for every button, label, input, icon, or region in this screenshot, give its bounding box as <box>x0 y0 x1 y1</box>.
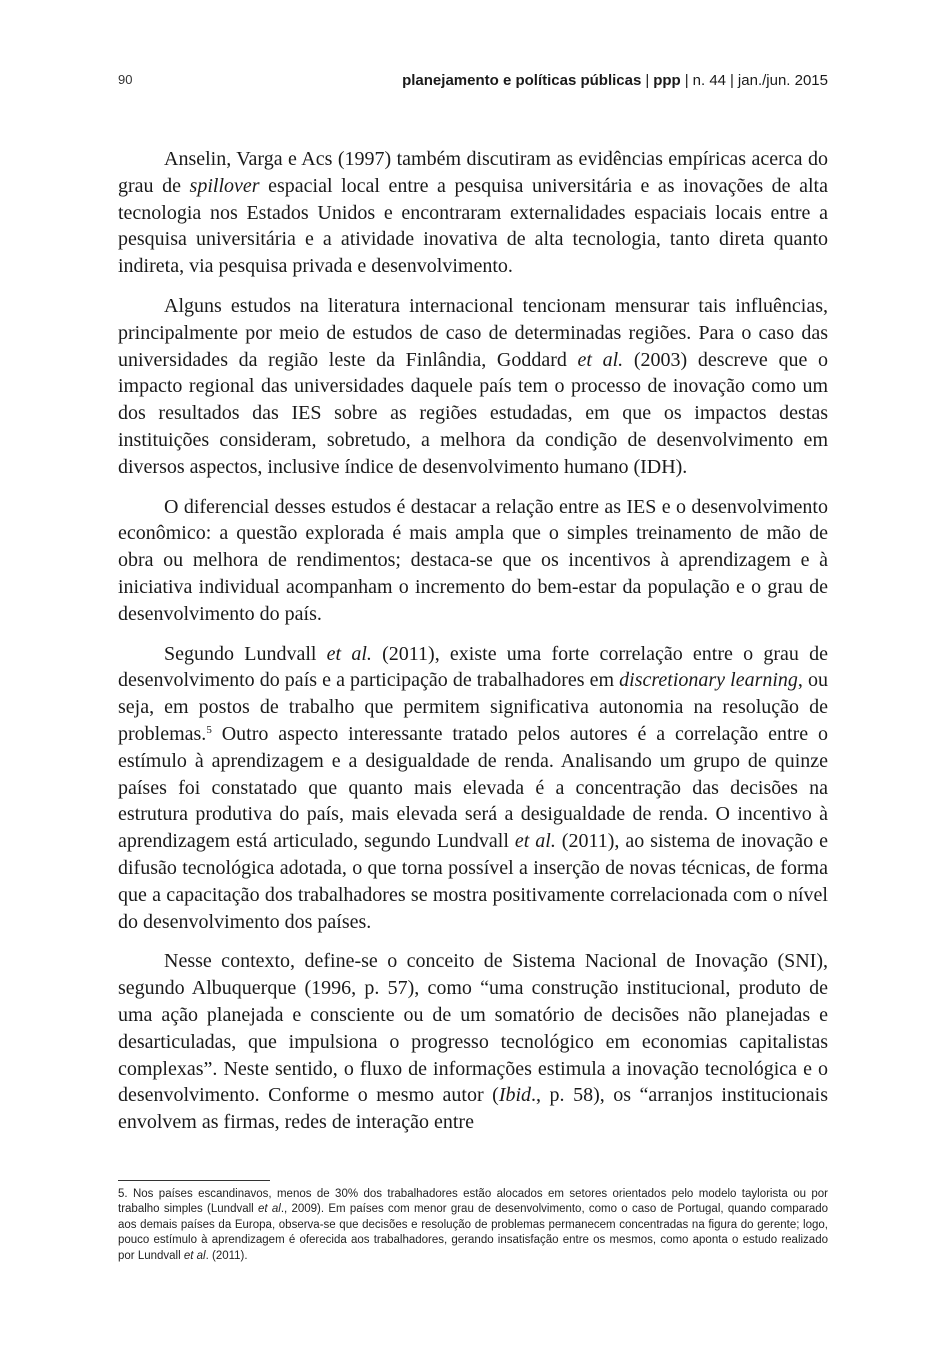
journal-abbr: ppp <box>653 72 681 89</box>
paragraph-1: Anselin, Varga e Acs (1997) também discutiram as evidências empíricas acerca do grau de spillover espacial local entre a pesquisa universitária e as inovações de alta tecnologia nos Estados Unidos e encontraram externalidades espaciais locais entre a pesquisa universitária e a atividade inovativa de alta tecnologia, tanto direta quanto indireta, via pesquisa privada e desenvolvimento. <box>118 148 828 278</box>
paragraph-5: Nesse contexto, define-se o conceito de Sistema Nacional de Inovação (SNI), segundo Albuquerque (1996, p. 57), como “uma construção institucional, produto de uma ação planejada e consciente ou de um somatório de decisões não planejadas e desarticuladas, que impulsiona o progresso tecnológico em economias capitalistas complexas”. Neste sentido, o fluxo de informações estimula a inovação tecnológica e o desenvolvimento. Conforme o mesmo autor (Ibid., p. 58), os “arranjos institucionais envolvem as firmas, redes de interação entre <box>118 950 828 1134</box>
issue-number: n. 44 <box>692 72 727 89</box>
page-header <box>118 72 828 94</box>
page-number: 90 <box>118 72 133 87</box>
journal-title: planejamento e políticas públicas <box>402 72 642 89</box>
paragraph-2: Alguns estudos na literatura internacional tencionam mensurar tais influências, principalmente por meio de estudos de caso de determinadas regiões. Para o caso das universidades da região leste da Finlândia, Goddard et al. (2003) descreve que o impacto regional das universidades daquele país tem o processo de inovação como um dos resultados das IES sobre as regiões estudadas, em que os impactos destas instituições consideram, sobretudo, a melhora da condição de desenvolvimento em diversos aspectos, inclusive índice de desenvolvimento humano (IDH). <box>118 294 828 478</box>
body-text <box>118 146 828 1136</box>
footnote-divider <box>118 1180 270 1181</box>
paragraph-3: O diferencial desses estudos é destacar a relação entre as IES e o desenvolvimento econômico: a questão explorada é mais ampla que o simples treinamento de mão de obra ou melhora de rendimentos; destaca-se que os incentivos à aprendizagem e à iniciativa individual acompanham o incremento do bem-estar da população e o grau de desenvolvimento do país. <box>118 495 828 625</box>
footnote: 5. Nos países escandinavos, menos de 30% dos trabalhadores estão alocados em setores orientados pelo modelo taylorista ou por trabalho simples (Lundvall et al., 2009). Em países com menor grau de desenvolvimento, como o caso de Portugal, quando comparado aos demais países da Europa, observa-se que decisões e resolução de problemas permanecem concentradas na figura do gerente; logo, pouco estímulo à aprendizagem é oferecida aos trabalhadores, gerando insatisfação entre os mesmos, como aponta o estudo realizado por Lundvall et al. (2011). <box>118 1188 829 1262</box>
running-head: planejamento e políticas públicas | ppp | n. 44 | jan./jun. 2015 <box>402 72 828 89</box>
issue-date: jan./jun. 2015 <box>737 72 828 89</box>
paragraph-4: Segundo Lundvall et al. (2011), existe uma forte correlação entre o grau de desenvolvimento do país e a participação de trabalhadores em discretionary learning, ou seja, em postos de trabalho que permitem significativa autonomia na resolução de problemas.$^5$ Outro aspecto interessante tratado pelos autores é a correlação entre o estímulo à aprendizagem e a desigualdade de renda. Analisando um grupo de quinze países foi constatado que quanto mais elevada é a concentração das decisões na estrutura produtiva do país, mais elevada será a desigualdade de renda. O incentivo à aprendizagem está articulado, segundo Lundvall et al. (2011), ao sistema de inovação e difusão tecnológica adotada, o que torna possível a inserção de novas técnicas, de forma que a capacitação dos trabalhadores se mostra positivamente correlacionada com o nível do desenvolvimento dos países. <box>118 642 829 933</box>
footnote-ref: 5 <box>206 723 212 736</box>
